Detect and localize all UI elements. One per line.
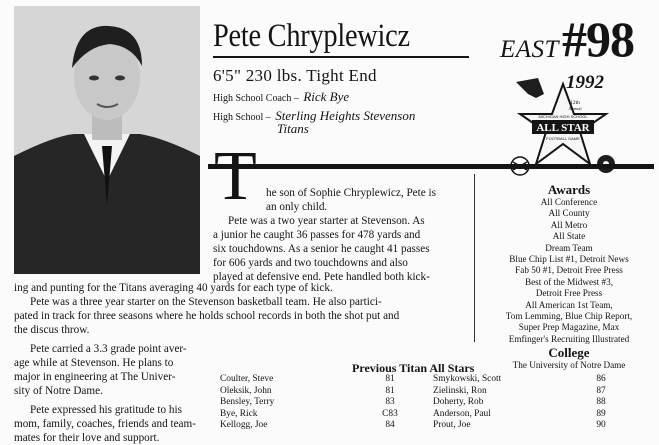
- player-name-cell: Zielinski, Ron: [433, 385, 487, 396]
- bio-line: sity of Notre Dame.: [14, 385, 103, 397]
- award-item: Super Prep Magazine, Max: [518, 322, 620, 333]
- award-item: Tom Lemming, Blue Chip Report,: [505, 311, 633, 322]
- jersey-number: [562, 12, 634, 66]
- player-name-cell: Kellogg, Joe: [220, 420, 268, 430]
- award-item: Dream Team: [545, 242, 593, 253]
- award-item: All State: [552, 231, 586, 242]
- player-name-cell: Coulter, Steve: [220, 374, 274, 384]
- player-name-cell: Oleksik, John: [220, 385, 272, 396]
- player-stats: 6'5" 230 lbs. Tight End: [213, 66, 377, 85]
- previous-all-stars-title: Previous Titan All Stars: [352, 361, 475, 375]
- player-name-cell: Doherty, Rob: [433, 397, 484, 407]
- jersey-digits: 98: [586, 11, 634, 67]
- award-item: Blue Chip List #1, Detroit News: [509, 254, 629, 265]
- bio-line: six touchdowns. As a senior he caught 41 passes: [213, 243, 430, 255]
- year-cell: 90: [596, 420, 606, 430]
- school-name: Sterling Heights Stevenson: [275, 108, 416, 123]
- section-divider: [208, 164, 654, 169]
- bio-line: mom, family, coaches, friends and team-: [14, 418, 196, 430]
- logo-all-star: ALL STAR: [536, 122, 590, 134]
- bio-line: played at defensive end. Pete handled both kick-: [213, 271, 430, 283]
- name-underline: [213, 56, 469, 58]
- award-item: All Conference: [540, 197, 598, 207]
- logo-football-game: FOOTBALL GAME: [546, 136, 580, 141]
- bio-line: major in engineering at The Univer-: [14, 371, 176, 383]
- table-row: [220, 420, 640, 432]
- player-name-cell: Prout, Joe: [433, 420, 471, 430]
- logo-edition: 12th: [570, 100, 580, 106]
- table-row: [220, 409, 640, 421]
- player-photo: [14, 6, 200, 274]
- year-cell: 88: [596, 397, 606, 407]
- logo-michigan: MICHIGAN HIGH SCHOOL: [538, 114, 588, 119]
- bio-line: a junior he caught 36 passes for 478 yards and: [213, 229, 421, 241]
- bio-line: pated in track for three seasons where he holds school records in both the shot put and: [14, 310, 400, 322]
- player-name-cell: Smykowski, Scott: [433, 374, 502, 384]
- award-item: All County: [548, 208, 590, 219]
- coach-row: [213, 89, 349, 105]
- region-label: EAST: [500, 36, 559, 63]
- previous-all-stars-table: [220, 374, 640, 432]
- player-name-cell: Anderson, Paul: [433, 408, 491, 419]
- player-name-cell: Bye, Rick: [220, 408, 258, 419]
- logo-annual: Annual: [568, 106, 582, 111]
- year-cell: 89: [596, 408, 606, 419]
- year-cell: 84: [385, 420, 395, 430]
- team-name: Titans: [277, 121, 309, 136]
- table-row: [220, 374, 640, 386]
- school-row: [213, 108, 415, 124]
- coach-name: Rick Bye: [303, 89, 350, 104]
- bio-line: for 606 yards and two touchdowns and also: [213, 257, 408, 269]
- bio-line: he son of Sophie Chryplewicz, Pete is: [266, 187, 436, 199]
- award-item: All Metro: [550, 219, 588, 230]
- year-cell: 81: [385, 385, 395, 396]
- bio-line: an only child.: [266, 201, 328, 213]
- awards-heading: Awards: [547, 182, 591, 197]
- year-cell: 81: [385, 374, 395, 384]
- drop-cap: T: [214, 138, 257, 215]
- award-item: Detroit Free Press: [535, 288, 603, 299]
- coach-label: High School Coach –: [213, 93, 299, 104]
- year-cell: 86: [596, 374, 606, 384]
- bio-line: the discus throw.: [14, 324, 90, 336]
- bio-line: Pete was a two year starter at Stevenson. As: [228, 215, 425, 227]
- bio-line: age while at Stevenson. He plans to: [14, 357, 174, 369]
- table-row: [220, 397, 640, 409]
- bio-line: mates for their love and support.: [14, 432, 160, 444]
- jersey-prefix: #: [562, 11, 586, 67]
- award-item: Best of the Midwest #3,: [524, 276, 614, 287]
- school-label: High School –: [213, 112, 271, 123]
- bio-line: Pete expressed his gratitude to his: [30, 404, 182, 416]
- bio-line: Pete was a three year starter on the Stevenson basketball team. He also partici-: [30, 296, 382, 308]
- player-name: Pete Chryplewicz: [213, 18, 410, 54]
- awards-sidebar: [484, 182, 654, 372]
- player-name-cell: Bensley, Terry: [220, 397, 275, 407]
- bio-line: ing and punting for the Titans averaging 40 yards for each type of kick.: [14, 282, 333, 294]
- year-cell: C83: [382, 408, 398, 419]
- logo-year: 1992: [566, 72, 604, 93]
- award-item: All American 1st Team,: [525, 299, 613, 310]
- table-row: [220, 386, 640, 398]
- award-item: Emfinger's Recruiting Illustrated: [508, 333, 630, 344]
- bio-line: Pete carried a 3.3 grade point aver-: [30, 343, 187, 355]
- college-name: The University of Notre Dame: [512, 360, 626, 371]
- year-cell: 87: [596, 385, 606, 396]
- college-heading: College: [548, 345, 590, 361]
- column-divider: [474, 174, 475, 342]
- award-item: Fab 50 #1, Detroit Free Press: [515, 265, 623, 276]
- year-cell: 83: [385, 397, 395, 407]
